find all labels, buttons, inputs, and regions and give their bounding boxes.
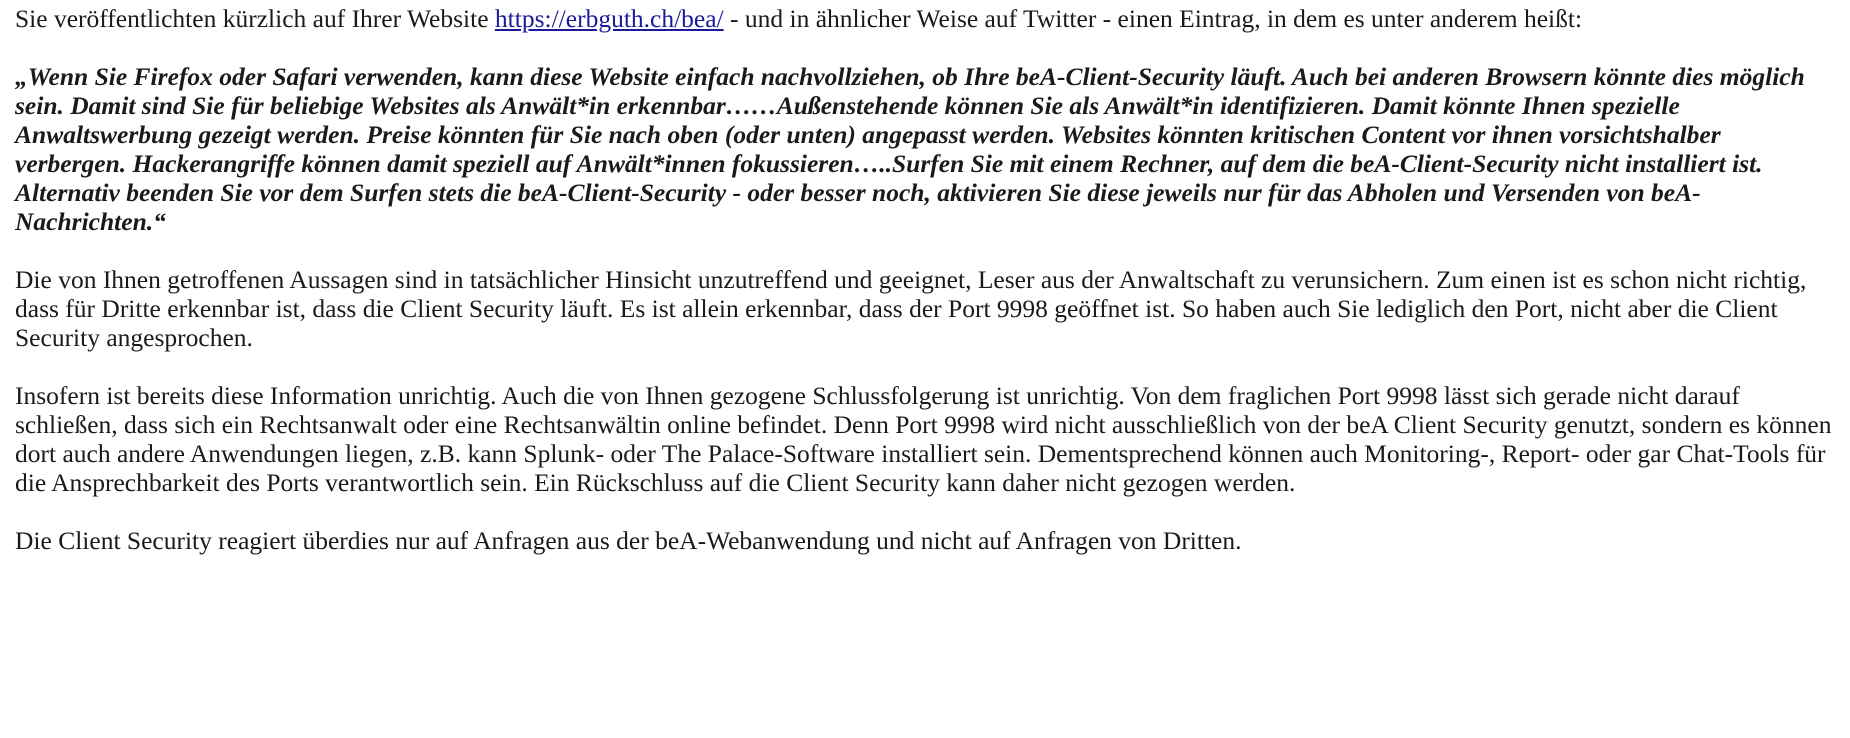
intro-paragraph [15, 4, 1836, 33]
paragraph-2: Insofern ist bereits diese Information unrichtig. Auch die von Ihnen gezogene Schlussfolgerung ist unrichtig. Von dem fraglichen Port 9998 lässt sich gerade nicht darauf schließen, dass sich ein Rechtsanwalt oder eine Rechtsanwältin online befindet. Denn Port 9998 wird nicht ausschließlich von der beA Client Security genutzt, sondern es können dort auch andere Anwendungen liegen, z.B. kann Splunk- oder The Palace-Software installiert sein. Dementsprechend können auch Monitoring-, Report- oder gar Chat-Tools für die Ansprechbarkeit des Ports verantwortlich sein. Ein Rückschluss auf die Client Security kann daher nicht gezogen werden. [15, 381, 1832, 497]
intro-text-before: Sie veröffentlichten kürzlich auf Ihrer Website [15, 4, 495, 33]
paragraph-3: Die Client Security reagiert überdies nur auf Anfragen aus der beA-Webanwendung und nicht auf Anfragen von Dritten. [15, 526, 1242, 555]
intro-text-after: - und in ähnlicher Weise auf Twitter - einen Eintrag, in dem es unter anderem heißt: [723, 4, 1583, 33]
website-link[interactable]: https://erbguth.ch/bea/ [494, 4, 724, 33]
quoted-statement: „Wenn Sie Firefox oder Safari verwenden, kann diese Website einfach nachvollziehen, ob Ihre beA-Client-Security läuft. Auch bei anderen Browsern könnte dies möglich sein. Damit sind Sie für beliebige Websites als Anwält*in erkennbar……Außenstehende können Sie als Anwält*in identifizieren. Damit könnte Ihnen spezielle Anwaltswerbung gezeigt werden. Preise könnten für Sie nach oben (oder unten) angepasst werden. Websites könnten kritischen Content vor ihnen vorsichtshalber verbergen. Hackerangriffe können damit speziell auf Anwält*innen fokussieren…..Surfen Sie mit einem Rechner, auf dem die beA-Client-Security nicht installiert ist. Alternativ beenden Sie vor dem Surfen stets die beA-Client-Security - oder besser noch, aktivieren Sie diese jeweils nur für das Abholen und Versenden von beA-Nachrichten.“ [15, 62, 1805, 236]
paragraph-1: Die von Ihnen getroffenen Aussagen sind in tatsächlicher Hinsicht unzutreffend und geeignet, Leser aus der Anwaltschaft zu verunsichern. Zum einen ist es schon nicht richtig, dass für Dritte erkennbar ist, dass die Client Security läuft. Es ist allein erkennbar, dass der Port 9998 geöffnet ist. So haben auch Sie lediglich den Port, nicht aber die Client Security angesprochen. [15, 265, 1807, 352]
